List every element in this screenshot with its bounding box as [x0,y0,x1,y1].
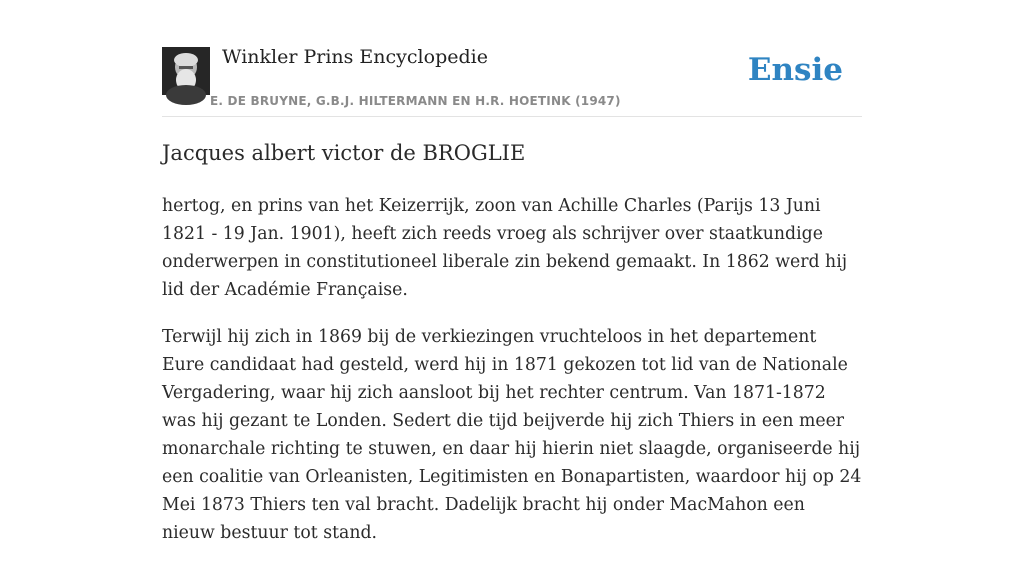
article-paragraph: Terwijl hij zich in 1869 bij de verkiezingen vruchteloos in het departement Eure candidaat had gesteld, werd hij in 1871 gekozen tot lid van de Nationale Vergadering, waar hij zich aansloot bij het rechter centrum. Van 1871-1872 was hij gezant te Londen. Sedert die tijd beijverde hij zich Thiers in een meer monarchale richting te stuwen, en daar hij hierin niet slaagde, organiseerde hij een coalitie van Orleanisten, Legitimisten en Bonapartisten, waardoor hij op 24 Mei 1873 Thiers ten val bracht. Dadelijk bracht hij onder MacMahon een nieuw bestuur tot stand. [162,327,862,543]
author-portrait-icon[interactable] [162,47,210,95]
article-body [162,192,862,566]
article-title: Jacques albert victor de BROGLIE [162,141,526,165]
source-header [162,0,862,117]
source-authors: E. DE BRUYNE, G.B.J. HILTERMANN EN H.R. HOETINK (1947) [210,94,621,108]
source-title[interactable]: Winkler Prins Encyclopedie [222,46,488,68]
ensie-logo[interactable]: Ensie [747,52,843,88]
article-paragraph: hertog, en prins van het Keizerrijk, zoon van Achille Charles (Parijs 13 Juni 1821 - 19 Jan. 1901), heeft zich reeds vroeg als schrijver over staatkundige onderwerpen in constitutioneel liberale zin bekend gemaakt. In 1862 werd hij lid der Académie Française. [162,196,848,300]
